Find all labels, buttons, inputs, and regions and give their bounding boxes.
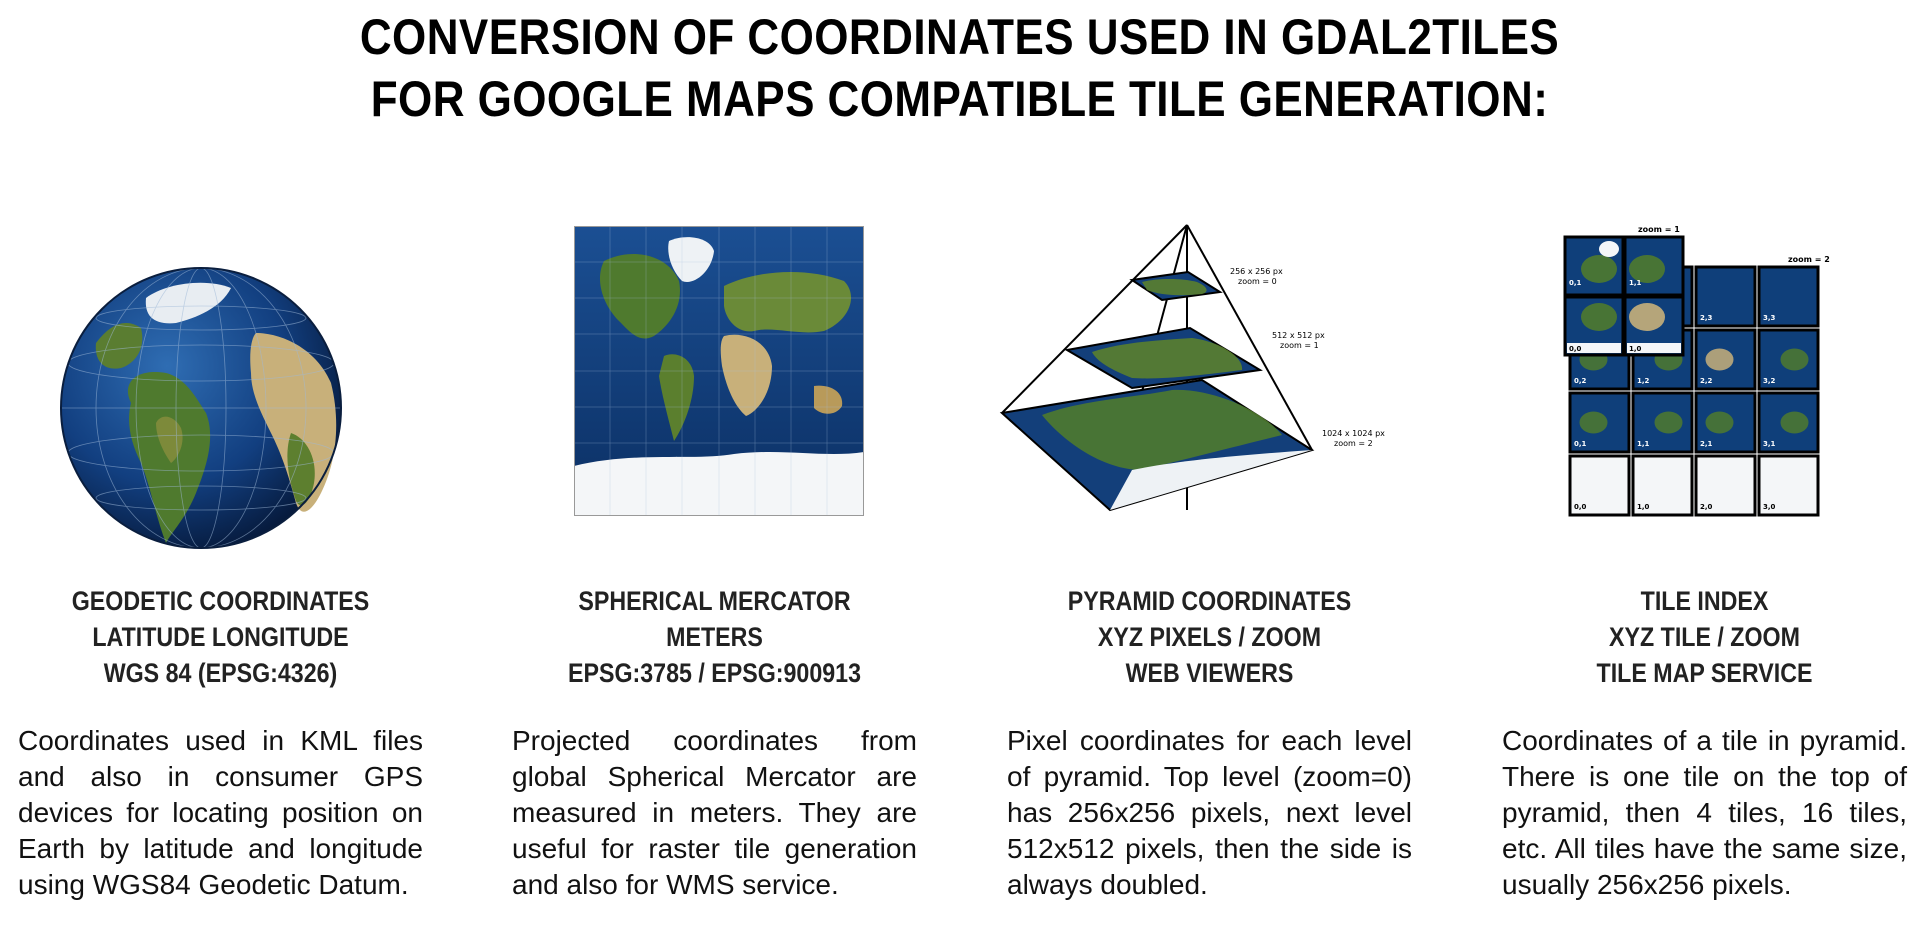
zoom2-tile-label: 1,1 bbox=[1637, 440, 1650, 448]
zoom2-tile bbox=[1759, 267, 1818, 326]
pyramid-level0-zoom: zoom = 0 bbox=[1238, 277, 1277, 286]
heading-line: XYZ PIXELS / ZOOM bbox=[1097, 622, 1322, 652]
tile-index-heading bbox=[1530, 583, 1878, 691]
zoom2-tile bbox=[1570, 393, 1629, 452]
zoom2-tile bbox=[1696, 456, 1755, 515]
mercator-heading bbox=[540, 583, 888, 691]
zoom2-tile-label: 2,1 bbox=[1700, 440, 1713, 448]
heading-line: TILE MAP SERVICE bbox=[1596, 658, 1813, 688]
zoom1-tile-label: 1,1 bbox=[1629, 279, 1642, 287]
zoom2-tile-label: 1,0 bbox=[1637, 503, 1650, 511]
zoom1-tile-label: 0,0 bbox=[1569, 345, 1582, 353]
zoom1-tile bbox=[1625, 297, 1683, 355]
zoom2-tile-label: 3,0 bbox=[1763, 503, 1776, 511]
heading-line: METERS bbox=[666, 622, 763, 652]
zoom2-tile-label: 3,2 bbox=[1763, 377, 1776, 385]
heading-line: TILE INDEX bbox=[1640, 586, 1769, 616]
zoom2-tile-label: 3,3 bbox=[1763, 314, 1776, 322]
zoom1-tile bbox=[1625, 237, 1683, 295]
zoom2-tile bbox=[1633, 393, 1692, 452]
zoom2-tile bbox=[1633, 456, 1692, 515]
pyramid-level0-label: 256 x 256 px bbox=[1230, 267, 1283, 276]
zoom2-tile bbox=[1759, 330, 1818, 389]
heading-line: PYRAMID COORDINATES bbox=[1067, 586, 1352, 616]
geodetic-description: Coordinates used in KML files and also in consumer GPS devices for locating position on Earth by latitude and longitude using WGS84 Geodetic Datum. bbox=[18, 725, 423, 900]
zoom2-tile bbox=[1759, 456, 1818, 515]
pyramid-level2-zoom: zoom = 2 bbox=[1334, 439, 1373, 448]
pyramid-description: Pixel coordinates for each level of pyramid. Top level (zoom=0) has 256x256 pixels, next level 512x512 pixels, then the side is always doubled. bbox=[1007, 725, 1412, 900]
tile-index-description: Coordinates of a tile in pyramid. There is one tile on the top of pyramid, then 4 tiles, 16 tiles, etc. All tiles have the same size, usually 256x256 pixels. bbox=[1502, 725, 1907, 900]
tile-zoom1-grid bbox=[1565, 237, 1683, 355]
pyramid-level1-label: 512 x 512 px bbox=[1272, 331, 1325, 340]
zoom1-tile-label: 0,1 bbox=[1569, 279, 1582, 287]
tile-index-illustration bbox=[1550, 222, 1850, 522]
zoom2-tile-label: 0,2 bbox=[1574, 377, 1587, 385]
tile-zoom1-label: zoom = 1 bbox=[1638, 225, 1680, 234]
zoom2-tile-label: 2,0 bbox=[1700, 503, 1713, 511]
heading-line: WEB VIEWERS bbox=[1125, 658, 1294, 688]
title-line-2: FOR GOOGLE MAPS COMPATIBLE TILE GENERATION: bbox=[370, 71, 1549, 127]
heading-line: GEODETIC COORDINATES bbox=[71, 586, 370, 616]
heading-line: XYZ TILE / ZOOM bbox=[1609, 622, 1800, 652]
heading-line: SPHERICAL MERCATOR bbox=[578, 586, 851, 616]
zoom2-tile-label: 2,3 bbox=[1700, 314, 1713, 322]
zoom2-tile bbox=[1759, 393, 1818, 452]
geodetic-heading bbox=[46, 583, 394, 691]
tile-zoom2-label: zoom = 2 bbox=[1788, 255, 1830, 264]
zoom2-tile bbox=[1570, 456, 1629, 515]
pyramid-illustration bbox=[982, 220, 1442, 520]
mercator-map-illustration bbox=[574, 226, 864, 516]
zoom2-tile-label: 2,2 bbox=[1700, 377, 1713, 385]
zoom2-tile-label: 3,1 bbox=[1763, 440, 1776, 448]
heading-line: LATITUDE LONGITUDE bbox=[92, 622, 349, 652]
zoom1-tile bbox=[1565, 237, 1623, 295]
zoom2-tile-label: 1,2 bbox=[1637, 377, 1650, 385]
globe-illustration bbox=[56, 263, 346, 553]
title-line-1: CONVERSION OF COORDINATES USED IN GDAL2TILES bbox=[359, 9, 1560, 65]
zoom1-tile-label: 1,0 bbox=[1629, 345, 1642, 353]
zoom2-tile bbox=[1696, 267, 1755, 326]
zoom2-tile-label: 0,1 bbox=[1574, 440, 1587, 448]
pyramid-level2-label: 1024 x 1024 px bbox=[1322, 429, 1385, 438]
pyramid-level1-zoom: zoom = 1 bbox=[1280, 341, 1319, 350]
zoom1-tile bbox=[1565, 297, 1623, 355]
pyramid-heading bbox=[1035, 583, 1383, 691]
mercator-description: Projected coordinates from global Spherical Mercator are measured in meters. They are useful for raster tile generation and also for WMS service. bbox=[512, 725, 917, 900]
zoom2-tile bbox=[1696, 393, 1755, 452]
zoom2-tile-label: 0,0 bbox=[1574, 503, 1587, 511]
heading-line: EPSG:3785 / EPSG:900913 bbox=[567, 658, 862, 688]
page-title bbox=[115, 6, 1804, 130]
heading-line: WGS 84 (EPSG:4326) bbox=[103, 658, 338, 688]
zoom2-tile bbox=[1696, 330, 1755, 389]
